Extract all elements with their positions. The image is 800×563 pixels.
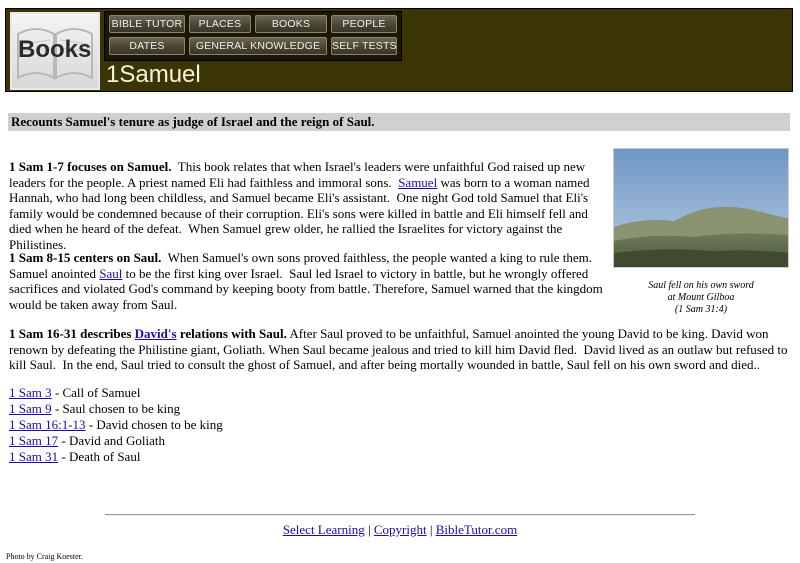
- paragraph-samuel: [9, 159, 604, 252]
- passage-list: [9, 385, 223, 465]
- passage-link[interactable]: 1 Sam 17: [9, 433, 59, 448]
- section-lead-part: 1 Sam 16-31 describes: [9, 326, 135, 341]
- nav-dates[interactable]: DATES: [109, 37, 185, 55]
- site-header: [5, 8, 793, 92]
- samuel-link[interactable]: Samuel: [398, 174, 438, 190]
- list-item: [9, 433, 223, 449]
- passage-desc: - David chosen to be king: [85, 417, 223, 432]
- david-link[interactable]: David's: [134, 326, 177, 341]
- section-lead-part: relations with Saul.: [176, 326, 287, 341]
- footer-divider: [105, 514, 695, 516]
- bibletutor-link[interactable]: BibleTutor.com: [435, 522, 518, 537]
- paragraph-text: When Samuel's own sons proved faithless, the people wanted a king to rule them. Samuel anointed: [9, 250, 596, 281]
- passage-link[interactable]: 1 Sam 31: [9, 449, 59, 464]
- caption-line: Saul fell on his own sword: [648, 280, 754, 291]
- caption-line: (1 Sam 31:4): [674, 304, 728, 315]
- paragraph-text: was born to a woman named Hannah, who had long been childless, and Samuel became Eli's assistant. One night God told Samuel that Eli's family would be condemned because of their corruption. Eli's sons were killed in battle and Eli himself fell and died when he heard of the defeat. When Samuel grew older, he rallied the Israelites for victory against the Philistines.: [9, 174, 593, 252]
- list-item: [9, 417, 223, 433]
- list-item: [9, 401, 223, 417]
- caption-line: at Mount Gilboa: [667, 292, 735, 303]
- photo-credit: Photo by Craig Koester.: [6, 552, 83, 561]
- copyright-link[interactable]: Copyright: [373, 522, 427, 537]
- main-nav: [104, 11, 402, 61]
- footer-separator: |: [426, 522, 436, 537]
- books-logo[interactable]: [10, 12, 100, 90]
- passage-desc: - Saul chosen to be king: [51, 401, 181, 416]
- section-lead: 1 Sam 1-7 focuses on Samuel.: [9, 159, 172, 174]
- summary-bar: Recounts Samuel's tenure as judge of Israel and the reign of Saul.: [8, 113, 790, 131]
- list-item: [9, 385, 223, 401]
- paragraph-saul: [9, 250, 607, 312]
- nav-books[interactable]: BOOKS: [255, 15, 327, 33]
- passage-link[interactable]: 1 Sam 16:1-13: [9, 417, 86, 432]
- passage-desc: - Death of Saul: [58, 449, 141, 464]
- landscape-image: [614, 149, 789, 268]
- section-lead: [9, 326, 287, 341]
- saul-link[interactable]: Saul: [99, 265, 123, 281]
- mount-gilboa-photo: [613, 148, 789, 268]
- passage-desc: - David and Goliath: [58, 433, 165, 448]
- footer: [0, 522, 800, 538]
- nav-places[interactable]: PLACES: [189, 15, 251, 33]
- passage-desc: - Call of Samuel: [51, 385, 141, 400]
- paragraph-david: [9, 326, 791, 373]
- list-item: [9, 449, 223, 465]
- nav-people[interactable]: PEOPLE: [331, 15, 397, 33]
- nav-general-knowledge[interactable]: GENERAL KNOWLEDGE: [189, 37, 327, 55]
- paragraph-text: This book relates that when Israel's leaders were unfaithful God raised up new leaders for the people. A priest named Eli had faithless and immoral sons.: [9, 159, 589, 190]
- footer-separator: |: [364, 522, 374, 537]
- nav-bible-tutor[interactable]: BIBLE TUTOR: [109, 15, 185, 33]
- page-title: 1Samuel: [106, 61, 201, 88]
- nav-self-tests[interactable]: SELF TESTS: [331, 37, 397, 55]
- paragraph-text: After Saul proved to be unfaithful, Samuel anointed the young David to be king. David won renown by defeating the Philistine giant, Goliath. When Saul became jealous and tried to kill him David fled. David lived as an outlaw but refused to kill Saul. In the end, Saul tried to consult the ghost of Samuel, and after being mortally wounded in battle, Saul fell on his own sword and died..: [9, 326, 791, 372]
- logo-text: Books: [18, 36, 92, 63]
- passage-link[interactable]: 1 Sam 9: [9, 401, 52, 416]
- passage-link[interactable]: 1 Sam 3: [9, 385, 52, 400]
- photo-caption: [613, 280, 789, 316]
- section-lead: 1 Sam 8-15 centers on Saul.: [9, 250, 162, 265]
- select-learning-link[interactable]: Select Learning: [282, 522, 365, 537]
- paragraph-text: to be the first king over Israel. Saul led Israel to victory in battle, but he wrongly offered sacrifices and violated God's command by keeping booty from battle. Therefore, Samuel warned that the kingdom would be taken away from Saul.: [9, 265, 607, 312]
